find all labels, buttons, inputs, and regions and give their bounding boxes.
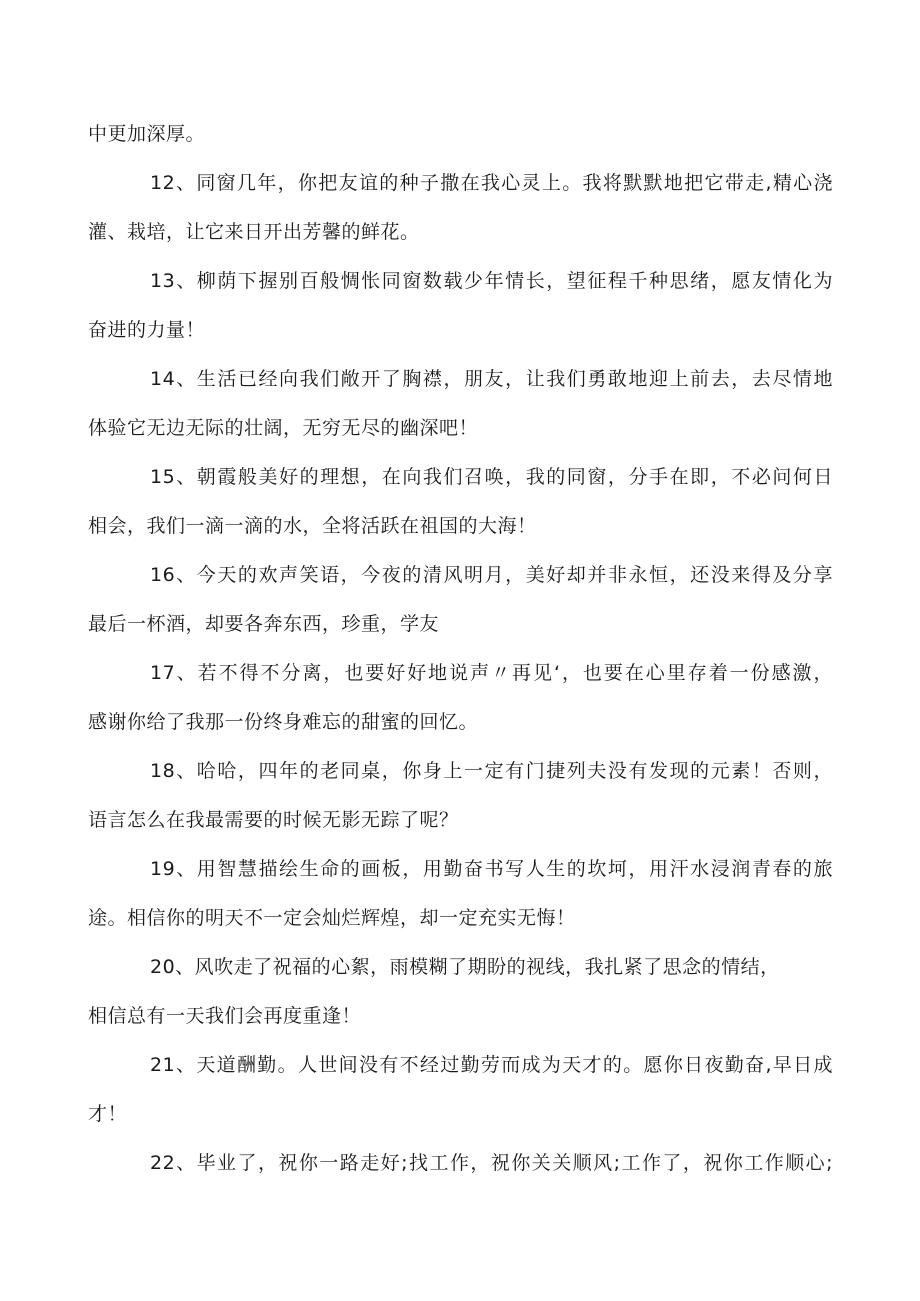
text-line: 感谢你给了我那一份终身难忘的甜蜜的回忆。 xyxy=(88,711,479,733)
text-line: 16、今天的欢声笑语，今夜的清风明月，美好却并非永恒，还没来得及分享 xyxy=(150,564,833,586)
text-line: 17、若不得不分离，也要好好地说声〃再见‘，也要在心里存着一份感激， xyxy=(150,662,833,684)
text-line: 才！ xyxy=(88,1103,128,1125)
text-line: 途。相信你的明天不一定会灿烂辉煌，却一定充实无悔！ xyxy=(88,907,576,929)
text-line: 相信总有一天我们会再度重逢！ xyxy=(88,1005,362,1027)
text-line: 语言怎么在我最需要的时候无影无踪了呢？ xyxy=(88,809,459,831)
text-line: 14、生活已经向我们敞开了胸襟，朋友，让我们勇敢地迎上前去，去尽情地 xyxy=(150,368,833,390)
text-line: 19、用智慧描绘生命的画板，用勤奋书写人生的坎坷，用汗水浸润青春的旅 xyxy=(150,858,833,880)
text-line: 灌、栽培，让它来日开出芳馨的鲜花。 xyxy=(88,221,420,243)
text-line: 15、朝霞般美好的理想，在向我们召唤，我的同窗，分手在即，不必问何日 xyxy=(150,466,833,488)
text-line: 20、风吹走了祝福的心絮，雨模糊了期盼的视线，我扎紧了思念的情结， xyxy=(150,956,780,978)
text-line: 相会，我们一滴一滴的水，全将活跃在祖国的大海！ xyxy=(88,515,537,537)
text-line: 18、哈哈，四年的老同桌，你身上一定有门捷列夫没有发现的元素！否则， xyxy=(150,760,833,782)
text-line: 13、柳荫下握别百般惆怅同窗数载少年情长，望征程千种思绪，愿友情化为 xyxy=(150,270,833,292)
text-line: 22、毕业了，祝你一路走好;找工作，祝你关关顺风;工作了，祝你工作顺心; xyxy=(150,1152,833,1174)
text-line: 最后一杯酒，却要各奔东西，珍重，学友 xyxy=(88,613,440,635)
text-line: 21、天道酬勤。人世间没有不经过勤劳而成为天才的。愿你日夜勤奋,早日成 xyxy=(150,1054,833,1076)
text-line: 中更加深厚。 xyxy=(88,123,206,145)
text-line: 12、同窗几年，你把友谊的种子撒在我心灵上。我将默默地把它带走,精心浇 xyxy=(150,172,833,194)
text-line: 奋进的力量！ xyxy=(88,319,206,341)
text-line: 体验它无边无际的壮阔，无穷无尽的幽深吧！ xyxy=(88,417,479,439)
